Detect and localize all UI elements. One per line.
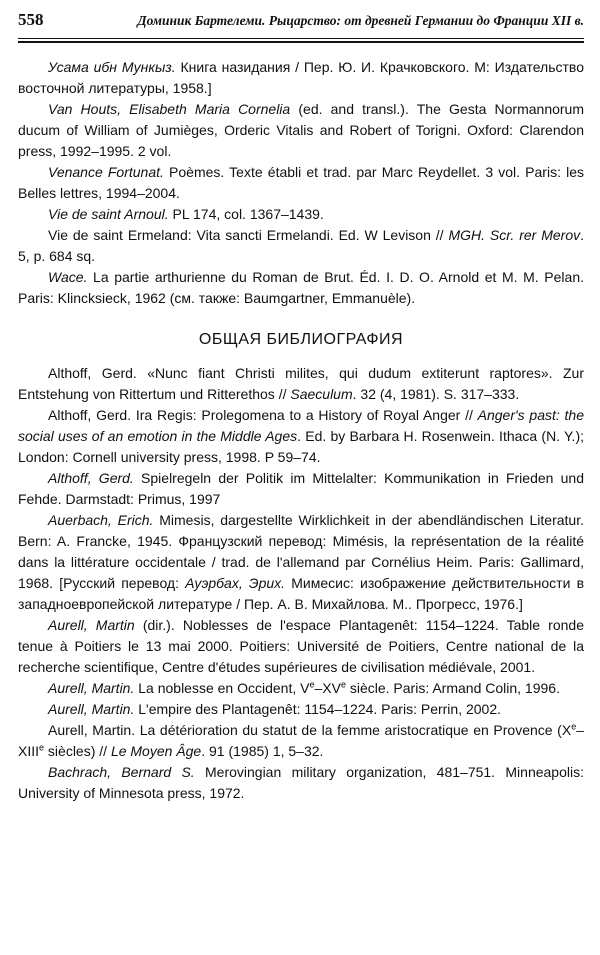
source-entry: Van Houts, Elisabeth Maria Cornelia (ed. and transl.). The Gesta Normannorum ducum of William of Jumièges, Orderic Vitalis and Robert of Torigni. Oxford: Clarendon press, 1992–1995. 2 vol. [18, 101, 584, 159]
header-rule-thick [18, 41, 584, 43]
book-page [18, 10, 584, 804]
bibliography-entry: Auerbach, Erich. Mimesis, dargestellte Wirklichkeit in der abendländischen Literatur. Bern: A. Francke, 1945. Французский перевод: Mimésis, la représentation de la réalité dans la littérature occidentale / trad. de l'allemand par Cornélius Heim. Paris: Gallimard, 1968. [Русский перевод: Ауэрбах, Эрих. Мимесис: изображение действительности в западноевропейской литературе / Пер. А. В. Михайлова. М.. Прогресс, 1976.] [18, 512, 585, 612]
bibliography-entry: Bachrach, Bernard S. Merovingian military organization, 481–751. Minneapolis: University of Minnesota press, 1972. [18, 764, 584, 801]
bibliography-entry: Althoff, Gerd. Spielregeln der Politik im Mittelalter: Kommunikation in Frieden und Fehde. Darmstadt: Primus, 1997 [18, 470, 585, 507]
source-entry: Vie de saint Arnoul. PL 174, col. 1367–1439. [48, 206, 324, 222]
source-entry: Wace. La partie arthurienne du Roman de Brut. Éd. I. D. O. Arnold et M. M. Pelan. Paris: Klincksieck, 1962 (см. также: Baumgartner, Emmanuèle). [18, 269, 584, 306]
bibliography-entry: Aurell, Martin (dir.). Noblesses de l'espace Plantagenêt: 1154–1224. Table ronde tenue à Poitiers le 13 mai 2000. Poitiers: Université de Poitiers, Centre national de la recherche scientifique, Centre d'études supérieures de civilisation médiévale, 2001. [18, 617, 584, 675]
bibliography-list [18, 363, 584, 804]
bibliography-entry: Aurell, Martin. La détérioration du statut de la femme aristocratique en Provence (Xe–XIIIe siècles) // Le Moyen Âge. 91 (1985) 1, 5–32. [18, 721, 584, 759]
header-rule [18, 38, 584, 39]
source-entry: Venance Fortunat. Poèmes. Texte établi et trad. par Marc Reydellet. 3 vol. Paris: les Belles lettres, 1994–2004. [18, 164, 584, 201]
page-header [18, 10, 584, 32]
bibliography-entry: Althoff, Gerd. «Nunc fiant Christi milites, qui dudum extiterunt raptores». Zur Entstehung von Rittertum und Ritterethos // Saeculum. 32 (4, 1981). S. 317–333. [18, 365, 584, 402]
source-entry: Vie de saint Ermeland: Vita sancti Ermelandi. Ed. W Levison // MGH. Scr. rer Merov. 5, p. 684 sq. [18, 227, 584, 264]
sources-list [18, 57, 584, 309]
running-title: Доминик Бартелеми. Рыцарство: от древней Германии до Франции XII в. [137, 13, 584, 28]
bibliography-entry: Aurell, Martin. La noblesse en Occident, Ve–XVe siècle. Paris: Armand Colin, 1996. [48, 679, 560, 696]
bibliography-entry: Althoff, Gerd. Ira Regis: Prolegomena to a History of Royal Anger // Anger's past: the social uses of an emotion in the Middle Ages. Ed. by Barbara H. Rosenwein. Ithaca (N. Y.); London: Cornell university press, 1998. P 59–74. [18, 407, 585, 465]
source-entry: Усама ибн Мункыз. Книга назидания / Пер. Ю. И. Крачковского. М: Издательство восточной литературы, 1958.] [18, 59, 584, 96]
bibliography-entry: Aurell, Martin. L'empire des Plantagenêt: 1154–1224. Paris: Perrin, 2002. [48, 701, 502, 717]
section-title: ОБЩАЯ БИБЛИОГРАФИЯ [198, 331, 404, 348]
page-number: 558 [18, 10, 44, 29]
